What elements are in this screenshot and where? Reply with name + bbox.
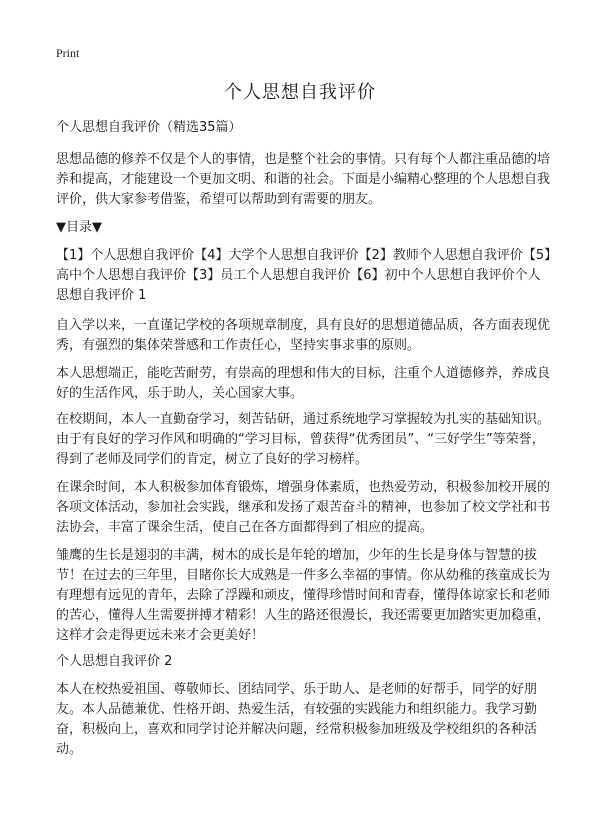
toc-item-6[interactable]: 【6】初中个人思想自我评价 (350, 268, 515, 283)
toc-item-1[interactable]: 【1】个人思想自我评价 (56, 248, 195, 263)
section-2-heading: 个人思想自我评价 2 (56, 654, 173, 669)
toc-item-5[interactable]: 【5】高中个人思想自我评价 (56, 248, 551, 283)
section-1-heading: 个人思想自我评价 1 (56, 268, 541, 303)
table-of-contents (56, 246, 552, 306)
intro-paragraph: 思想品德的修养不仅是个人的事情，也是整个社会的事情。只有每个人都注重品德的培养和提高，才能建设一个更加文明、和谐的社会。下面是小编精心整理的个人思想自我评价，供大家参考借鉴，希望可以帮助到有需要的朋友。 (56, 152, 551, 207)
toc-item-3[interactable]: 【3】员工个人思想自我评价 (186, 268, 351, 283)
paragraph: 在课余时间，本人积极参加体育锻炼，增强身体素质，也热爱劳动，积极参加校开展的各项文体活动，参加社会实践，继承和发扬了艰苦奋斗的精神，也参加了校文学社和书法协会，丰富了课余生活，使自己在各方面都得到了相应的提高。 (56, 480, 551, 535)
toc-item-2[interactable]: 【2】教师个人思想自我评价 (358, 248, 523, 263)
paragraph: 本人思想端正，能吃苦耐劳，有崇高的理想和伟大的目标，注重个人道德修养，养成良好的生活作风，乐于助人，关心国家大事。 (56, 366, 551, 401)
toc-heading: ▼目录▼ (56, 220, 102, 235)
paragraph: 自入学以来，一直谨记学校的各项规章制度，具有良好的思想道德品质，各方面表现优秀，有强烈的集体荣誉感和工作责任心，坚持实事求事的原则。 (56, 318, 551, 353)
paragraph: 在校期间，本人一直勤奋学习，刻苦钻研，通过系统地学习掌握较为扎实的基础知识。由于有良好的学习作风和明确的“学习目标，曾获得“优秀团员”、“三好学生”等荣誉，得到了老师及同学们的肯定，树立了良好的学习榜样。 (56, 412, 551, 467)
paragraph: 本人在校热爱祖国、尊敬师长、团结同学、乐于助人、是老师的好帮手，同学的好朋友。本人品德兼优、性格开朗、热爱生活，有较强的实践能力和组织能力。我学习勤奋，积极向上，喜欢和同学讨论并解决问题，经常积极参加班级及学校组织的各种活动。 (56, 682, 538, 757)
print-link[interactable]: Print (56, 46, 80, 60)
paragraph: 雏鹰的生长是翅羽的丰满，树木的成长是年轮的增加，少年的生长是身体与智慧的拔节！在过去的三年里，目睹你长大成熟是一件多么幸福的事情。你从幼稚的孩童成长为有理想有远见的青年，去除了浮躁和顽皮，懂得珍惜时间和青春，懂得体谅家长和老师的苦心，懂得人生需要拼搏才精彩！人生的路还很漫长，我还需要更加踏实更加稳重，这样才会走得更远未来才会更美好！ (56, 548, 551, 643)
subtitle: 个人思想自我评价（精选35篇） (56, 120, 242, 135)
toc-item-4[interactable]: 【4】大学个人思想自我评价 (194, 248, 359, 263)
page-title: 个人思想自我评价 (224, 82, 376, 103)
